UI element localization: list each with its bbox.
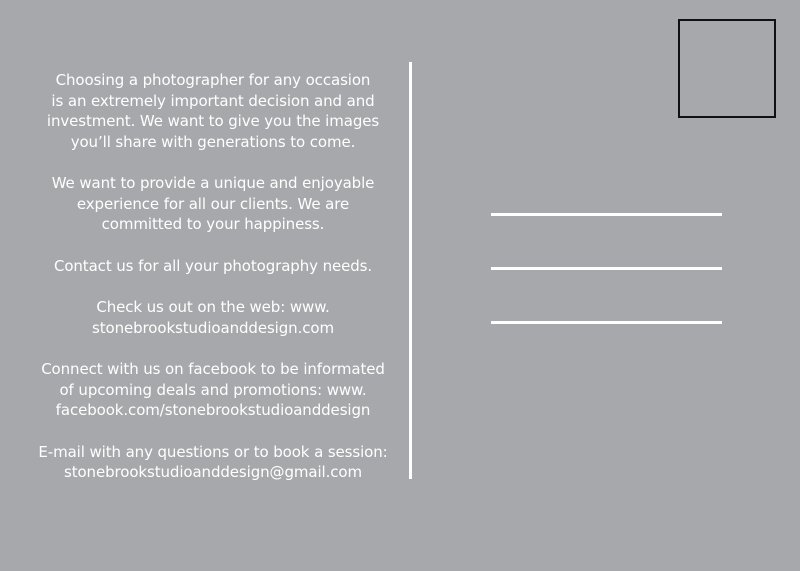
facebook-paragraph: Connect with us on facebook to be informated of upcoming deals and promotions: www. facebook.com/stonebrookstudioanddesign xyxy=(41,360,385,419)
stamp-box xyxy=(678,19,776,118)
address-line-2 xyxy=(491,267,722,270)
address-line-1 xyxy=(491,213,722,216)
vertical-divider xyxy=(409,62,412,479)
message-area xyxy=(22,70,404,483)
experience-paragraph: We want to provide a unique and enjoyable experience for all our clients. We are committed to your happiness. xyxy=(51,174,375,233)
contact-paragraph: Contact us for all your photography needs. xyxy=(53,256,373,275)
email-paragraph: E-mail with any questions or to book a session: stonebrookstudioanddesign@gmail.com xyxy=(38,442,388,481)
intro-paragraph: Choosing a photographer for any occasion is an extremely important decision and and investment. We want to give you the images you’ll share with generations to come. xyxy=(46,71,380,151)
address-line-3 xyxy=(491,321,722,324)
website-paragraph: Check us out on the web: www. stonebrookstudioanddesign.com xyxy=(92,298,334,337)
